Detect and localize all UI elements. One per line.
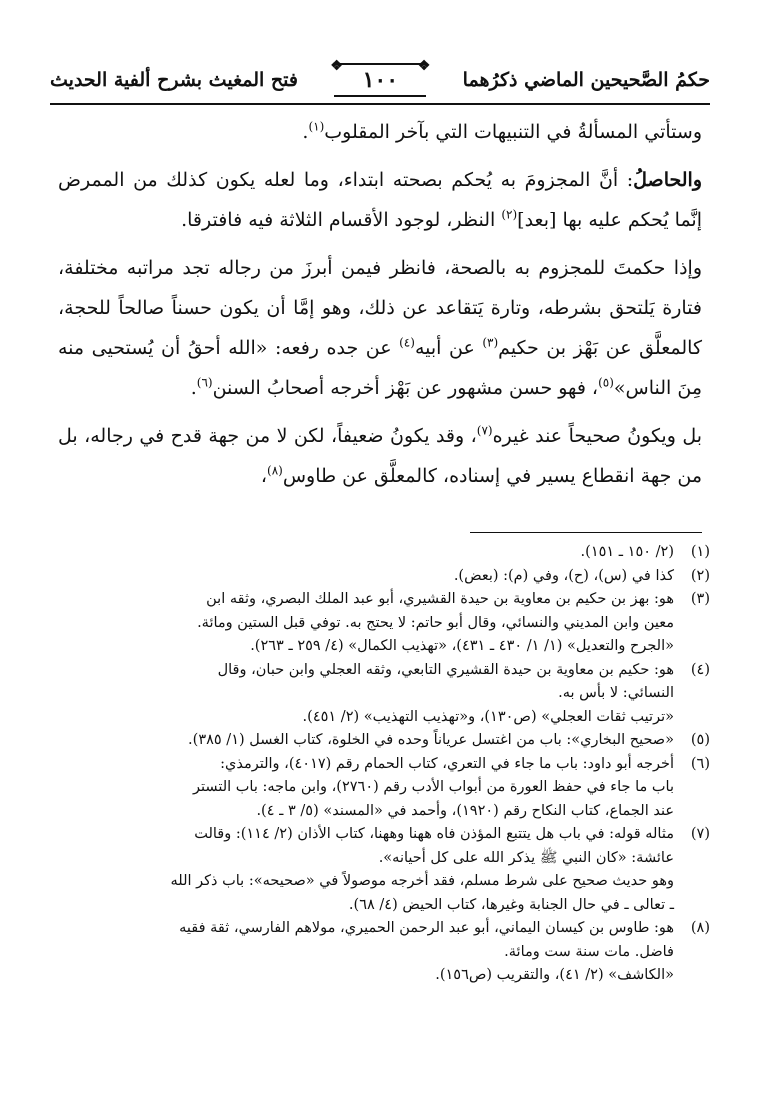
keyword-hasil: والحاصلُ (633, 169, 702, 191)
footnote-6 (58, 753, 710, 824)
footnote-3 (58, 588, 710, 659)
footnote-separator (470, 532, 702, 533)
footnote-text (58, 659, 674, 730)
footnote-number: (٦) (690, 755, 710, 772)
footnote-ref[interactable]: (٨) (267, 463, 283, 478)
footnote-text (58, 565, 674, 589)
footnote-line: فاضل. مات سنة ست ومائة. (504, 943, 674, 960)
chapter-title: حكمُ الصَّحيحين الماضي ذكرُهما (462, 69, 710, 91)
text-run: وستأتي المسألةُ في التنبيهات التي بآخر المقلوب (324, 121, 702, 143)
text-run: النظر، لوجود الأقسام الثلاثة فيه فافترقا. (181, 209, 502, 231)
footnote-number: (٢) (690, 567, 710, 584)
footnote-line: النسائي: لا بأس به. (558, 685, 674, 701)
footnote-line: أخرجه أبو داود: باب ما جاء في التعري، كتاب الحمام رقم (٤٠١٧)، والترمذي: (220, 755, 674, 772)
footnote-ref[interactable]: (٥) (598, 375, 614, 390)
footnote-8 (58, 917, 710, 988)
text-run: : أنَّ المجزومَ به يُحكم بصحته ابتداء، وما لعله يكون كذلك من الممرض إنَّما يُحكم عليه بها [بعد] (58, 169, 702, 231)
main-text (58, 112, 702, 496)
text-run: ، فهو حسن مشهور عن بَهْز أخرجه أصحابُ السنن (212, 377, 599, 399)
footnote-4 (58, 659, 710, 730)
footnote-line: باب ما جاء في حفظ العورة من أبواب الأدب رقم (٢٧٦٠)، وابن ماجه: باب التستر (193, 779, 674, 795)
footnote-text (58, 588, 674, 659)
ornament-right-icon: ❖ (417, 58, 431, 74)
footnote-line: عند الجماع، كتاب النكاح رقم (١٩٢٠)، وأحمد في «المسند» (٥/ ٣ ـ ٤). (256, 802, 674, 819)
footnotes (58, 541, 710, 988)
footnote-line: كذا في (س)، (ح)، وفي (م): (بعض). (453, 567, 674, 584)
text-run: . (190, 377, 197, 399)
footnote-2 (58, 565, 710, 589)
footnote-number: (٤) (690, 661, 710, 678)
text-run: ، وقد يكونُ ضعيفاً، لكن لا من جهة قدح في رجاله، بل من جهة انقطاع يسير في إسناده، كالمعلَّق عن طاوس (58, 425, 702, 487)
footnote-number: (٧) (690, 826, 710, 842)
text-run: وإذا حكمتَ للمجزوم به بالصحة، فانظر فيمن أبرزَ من رجاله تجد مراتبه مختلفة، فتارة يَلتحق بشرطه، وتارة يَتقاعد عن ذلك، وهو إمَّا أن يكون حسناً صالحاً للحجة، كالمعلَّق عن بَهْز بن حكيم (58, 257, 702, 359)
footnote-line: مثاله قوله: في باب هل يتتبع المؤذن فاه ههنا وههنا، كتاب الأذان (٢/ ١١٤): وقالت (194, 826, 674, 842)
footnote-line: ـ تعالى ـ في حال الجنابة وغيرها، كتاب الحيض (٤/ ٦٨). (348, 896, 674, 913)
paragraph-3 (58, 248, 702, 408)
footnote-line: هو: بهز بن حكيم بن معاوية بن حيدة القشيري، أبو عبد الملك البصري، وثقه ابن (206, 591, 674, 607)
footnote-ref[interactable]: (٧) (476, 423, 493, 438)
paragraph-4 (58, 416, 702, 496)
footnote-ref[interactable]: (٢) (501, 207, 518, 222)
text-run: . (302, 121, 309, 143)
footnote-text (58, 917, 674, 988)
footnote-line: (٢/ ١٥٠ ـ ١٥١). (580, 544, 674, 560)
footnote-line: هو: حكيم بن معاوية بن حيدة القشيري التابعي، وثقه العجلي وابن حبان، وقال (217, 661, 674, 678)
footnote-line: «ترتيب ثقات العجلي» (ص١٣٠)، و«تهذيب التهذيب» (٢/ ٤٥١). (302, 708, 674, 725)
footnote-number: (١) (690, 544, 710, 560)
footnote-line: هو: طاوس بن كيسان اليماني، أبو عبد الرحمن الحميري، مولاهم الفارسي، ثقة فقيه (179, 920, 674, 936)
book-title: فتح المغيث بشرح ألفية الحديث (50, 69, 298, 91)
footnote-ref[interactable]: (٦) (196, 375, 213, 390)
footnote-line: «الكاشف» (٢/ ٤١)، والتقريب (ص١٥٦). (435, 967, 674, 983)
text-run: بل ويكونُ صحيحاً عند غيره (492, 425, 702, 447)
footnote-line: معين وابن المديني والنسائي، وقال أبو حاتم: لا يحتج به. توفي قبل الستين ومائة. (197, 614, 674, 631)
footnote-ref[interactable]: (٣) (482, 335, 499, 350)
footnote-line: وهو حديث صحيح على شرط مسلم، فقد أخرجه موصولاً في «صحيحه»: باب ذكر الله (170, 873, 674, 889)
footnote-line: عائشة: «كان النبي ﷺ يذكر الله على كل أحيانه». (378, 849, 674, 866)
footnote-line: «الجرح والتعديل» (١/ ١/ ٤٣٠ ـ ٤٣١)، «تهذيب الكمال» (٤/ ٢٥٩ ـ ٢٦٣). (250, 638, 674, 654)
paragraph-2 (58, 160, 702, 240)
footnote-text (58, 823, 674, 917)
footnote-1 (58, 541, 710, 565)
running-header (50, 60, 710, 100)
footnote-ref[interactable]: (٤) (399, 335, 415, 350)
footnote-text (58, 541, 674, 565)
footnote-number: (٣) (690, 591, 710, 607)
footnote-7 (58, 823, 710, 917)
footnote-line: «صحيح البخاري»: باب من اغتسل عرياناً وحده في الخلوة، كتاب الغسل (١/ ٣٨٥). (188, 732, 674, 748)
ornament-left-icon: ❖ (330, 58, 343, 74)
header-rule (50, 103, 710, 105)
footnote-number: (٥) (690, 732, 710, 748)
paragraph-1 (58, 112, 702, 152)
page-number-box (330, 58, 431, 97)
page-number: ١٠٠ (362, 67, 399, 93)
footnote-text (58, 753, 674, 824)
footnote-number: (٨) (690, 920, 710, 936)
text-run: ، (260, 465, 267, 487)
footnote-5 (58, 729, 710, 753)
text-run: عن جده رفعه: «الله أحقُ أن يُستحيى منه مِنَ الناس» (58, 337, 702, 399)
footnote-text (58, 729, 674, 753)
text-run: عن أبيه (414, 337, 483, 359)
footnote-ref[interactable]: (١) (308, 119, 325, 134)
